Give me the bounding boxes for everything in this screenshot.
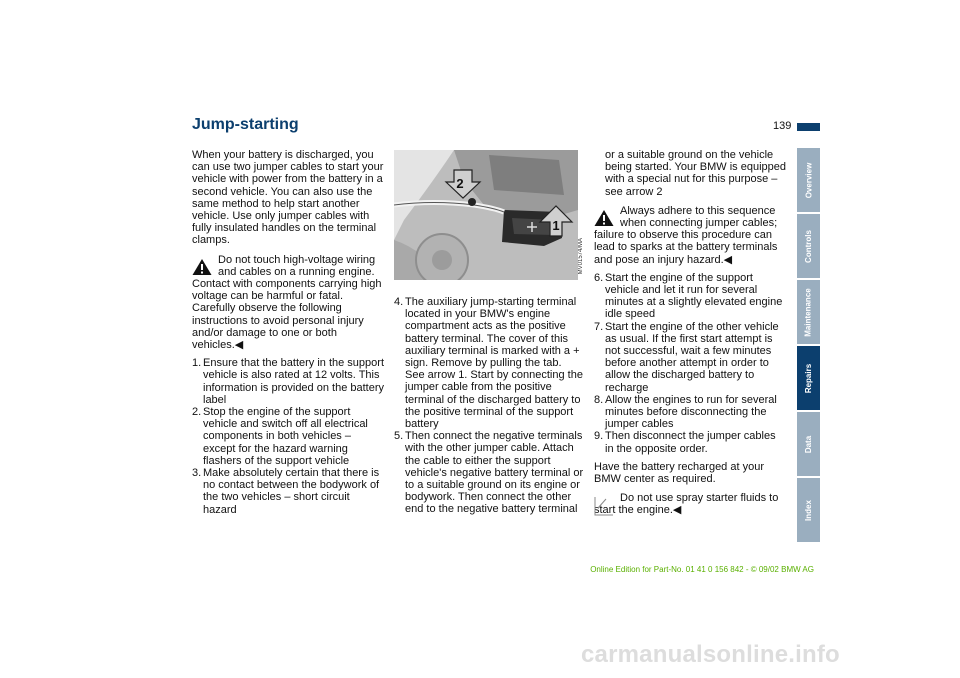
tab-label: Index [804, 499, 813, 521]
step-item [192, 357, 384, 406]
step-number: 7. [594, 320, 604, 333]
tab-label: Overview [804, 162, 814, 198]
note-spray-starter [594, 492, 786, 516]
page-title: Jump-starting [192, 116, 299, 133]
step-text: Start the engine of the support vehicle and let it run for several minutes at a slightly elevated engine idle speed [605, 271, 783, 321]
footer-edition: Online Edition for Part-No. 01 41 0 156 842 - © 09/02 BMW AG [590, 565, 814, 574]
warning-first-line: Do not touch high-voltage wiring and cables on a running engine. [218, 253, 376, 278]
intro-paragraph: When your battery is discharged, you can use two jumper cables to start your vehicle with power from the battery in a second vehicle. You can also use the same method to help start another vehicle. Use only jumper cables with fully insulated handles on the terminal clamps. [192, 149, 384, 247]
step-item [594, 394, 786, 431]
tab-controls[interactable] [797, 214, 820, 278]
section-tabs [797, 148, 820, 544]
step-number: 2. [192, 406, 202, 419]
step-number: 4. [394, 296, 404, 308]
step-item [192, 406, 384, 467]
tab-label: Data [804, 435, 813, 453]
figure-code: MV01574/MA [578, 238, 584, 275]
recharge-paragraph: Have the battery recharged at your BMW center as required. [594, 460, 764, 486]
tab-maintenance[interactable] [797, 280, 820, 344]
tab-data[interactable] [797, 412, 820, 476]
tab-label: Controls [804, 229, 814, 263]
step-item [594, 321, 786, 394]
warning-first-line: Always adhere to this sequence when connecting jumper cables; [620, 204, 778, 230]
note-text: Do not use spray starter fluids to start the engine.◀ [594, 492, 779, 517]
step-text: Then disconnect the jumper cables in the opposite order. [605, 430, 776, 455]
warning-high-voltage [192, 254, 384, 352]
step-item [594, 272, 786, 321]
tab-label: Repairs [804, 363, 814, 393]
tab-index[interactable] [797, 478, 820, 542]
warning-triangle-icon [594, 209, 614, 227]
step-number: 3. [192, 467, 202, 480]
step-5-continuation: or a suitable ground on the vehicle being started. Your BMW is equipped with a special nut for this purpose – see arrow 2 [605, 149, 787, 198]
engine-compartment-figure [394, 150, 578, 280]
steps-list-3 [594, 272, 786, 455]
watermark: carmanualsonline.info [581, 641, 840, 668]
steps-list-1 [192, 357, 384, 516]
column-2 [394, 296, 584, 516]
step-number: 5. [394, 430, 404, 443]
step-number: 6. [594, 271, 604, 284]
step-text: The auxiliary jump-starting terminal located in your BMW's engine compartment acts as the positive battery terminal. The cover of this auxiliary terminal is marked with a + sign. Remove by pulling the tab. See arrow 1. Start by connecting the jumper cable from the positive terminal of the discharged battery to the positive terminal of the support battery [405, 296, 583, 431]
tab-label: Maintenance [804, 287, 813, 337]
step-text: Ensure that the battery in the support vehicle is also rated at 12 volts. This information is provided on the battery label [203, 357, 385, 406]
figure-arrow-1-label: 1 [552, 218, 560, 233]
step-number: 1. [192, 357, 202, 370]
note-check-icon [594, 496, 614, 516]
column-1 [192, 149, 384, 516]
step-text: Start the engine of the other vehicle as usual. If the first start attempt is not successful, wait a few minutes before another attempt in order to allow the discharged battery to recharge [605, 320, 779, 394]
warning-triangle-icon [192, 258, 212, 276]
step-number: 8. [594, 393, 604, 406]
tab-overview[interactable] [797, 148, 820, 212]
step-text: Stop the engine of the support vehicle and switch off all electrical components in both vehicles – except for the hazard warning flashers of the support vehicle [203, 406, 368, 467]
page-number-bar [797, 123, 820, 131]
engine-compartment-illustration [394, 150, 578, 280]
step-item [394, 296, 584, 430]
tab-repairs[interactable] [797, 346, 820, 410]
warning-sequence [594, 205, 786, 266]
step-text: Allow the engines to run for several minutes before disconnecting the jumper cables [605, 393, 777, 431]
steps-list-2 [394, 296, 584, 516]
warning-text: failure to observe this procedure can lead to sparks at the battery terminals and pose an injury hazard.◀ [594, 229, 778, 266]
step-number: 9. [594, 430, 604, 443]
step-item [192, 467, 384, 516]
step-item [394, 430, 584, 515]
column-3 [594, 149, 786, 517]
page-number: 139 [773, 120, 792, 132]
step-item [594, 430, 786, 454]
step-text: Make absolutely certain that there is no contact between the bodywork of the two vehicles – short circuit hazard [203, 467, 380, 516]
warning-text: Contact with components carrying high voltage can be harmful or fatal. Carefully observe the following instructions to avoid personal injury and/or damage to one or both vehicles.◀ [192, 278, 382, 352]
figure-arrow-2-label: 2 [456, 176, 464, 191]
step-text: Then connect the negative terminals with the other jumper cable. Attach the cable to either the support vehicle's negative battery terminal or to a suitable ground on its engine or bodywork. Then connect the other end to the negative battery terminal [405, 430, 584, 516]
